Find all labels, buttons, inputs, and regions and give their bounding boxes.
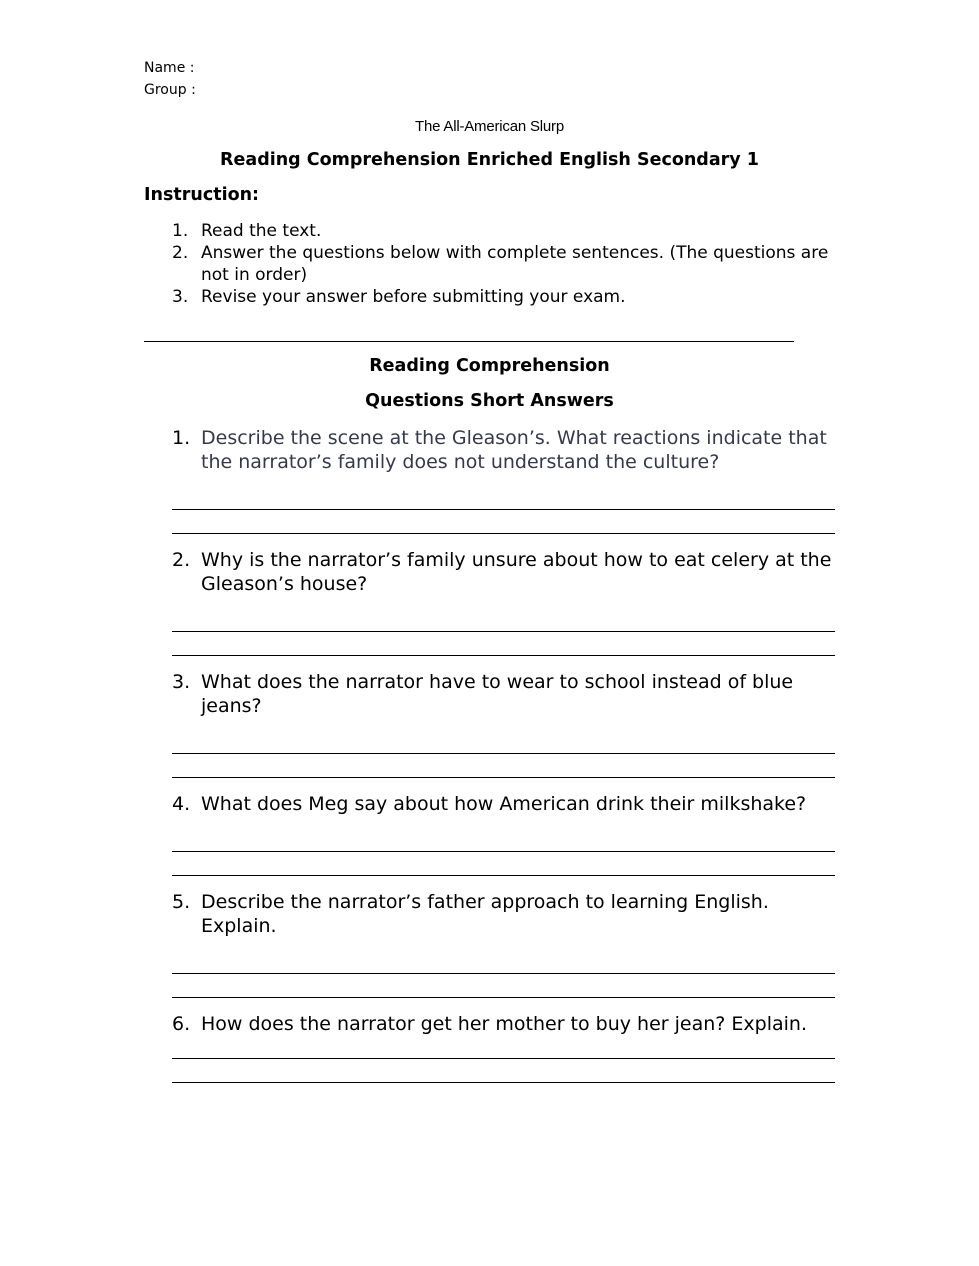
document-title: The All-American Slurp	[415, 118, 564, 135]
question-4	[172, 792, 835, 816]
document-subtitle: Reading Comprehension Enriched English Secondary 1	[220, 150, 759, 170]
instruction-heading: Instruction:	[144, 185, 260, 205]
answer-line[interactable]	[172, 997, 835, 998]
question-number: 6.	[172, 1013, 191, 1035]
instruction-item	[172, 220, 832, 242]
answer-line[interactable]	[172, 1058, 835, 1059]
instruction-text: Read the text.	[201, 221, 322, 241]
instruction-number: 1.	[172, 221, 189, 241]
answer-line[interactable]	[172, 875, 835, 876]
question-3	[172, 670, 835, 718]
instruction-text: Answer the questions below with complete sentences. (The questions are not in order)	[201, 243, 829, 285]
section-heading: Reading Comprehension	[369, 356, 610, 376]
question-text: Why is the narrator’s family unsure about how to eat celery at the Gleason’s house?	[201, 549, 832, 595]
question-text: What does Meg say about how American drink their milkshake?	[201, 793, 807, 815]
answer-line[interactable]	[172, 777, 835, 778]
answer-line[interactable]	[172, 509, 835, 510]
question-number: 2.	[172, 549, 191, 571]
answer-line[interactable]	[172, 753, 835, 754]
question-text: Describe the scene at the Gleason’s. What reactions indicate that the narrator’s family does not understand the culture?	[201, 427, 827, 473]
question-text: Describe the narrator’s father approach to learning English. Explain.	[201, 891, 769, 937]
answer-line[interactable]	[172, 655, 835, 656]
instruction-number: 2.	[172, 243, 189, 263]
instruction-text: Revise your answer before submitting your exam.	[201, 287, 626, 307]
question-1	[172, 426, 835, 474]
instruction-item	[172, 242, 832, 286]
question-2	[172, 548, 835, 596]
answer-line[interactable]	[172, 533, 835, 534]
question-number: 4.	[172, 793, 191, 815]
question-number: 5.	[172, 891, 191, 913]
question-text: What does the narrator have to wear to school instead of blue jeans?	[201, 671, 794, 717]
section-separator	[144, 341, 794, 342]
instruction-item	[172, 286, 832, 308]
instruction-list	[172, 220, 832, 308]
name-label: Name :	[144, 60, 195, 76]
answer-line[interactable]	[172, 631, 835, 632]
answer-line[interactable]	[172, 851, 835, 852]
question-number: 1.	[172, 427, 191, 449]
answer-line[interactable]	[172, 973, 835, 974]
question-text: How does the narrator get her mother to buy her jean? Explain.	[201, 1013, 808, 1035]
question-number: 3.	[172, 671, 191, 693]
instruction-number: 3.	[172, 287, 189, 307]
question-5	[172, 890, 835, 938]
group-label: Group :	[144, 82, 196, 98]
question-6	[172, 1012, 835, 1036]
answer-line[interactable]	[172, 1082, 835, 1083]
section-subheading: Questions Short Answers	[365, 391, 614, 411]
